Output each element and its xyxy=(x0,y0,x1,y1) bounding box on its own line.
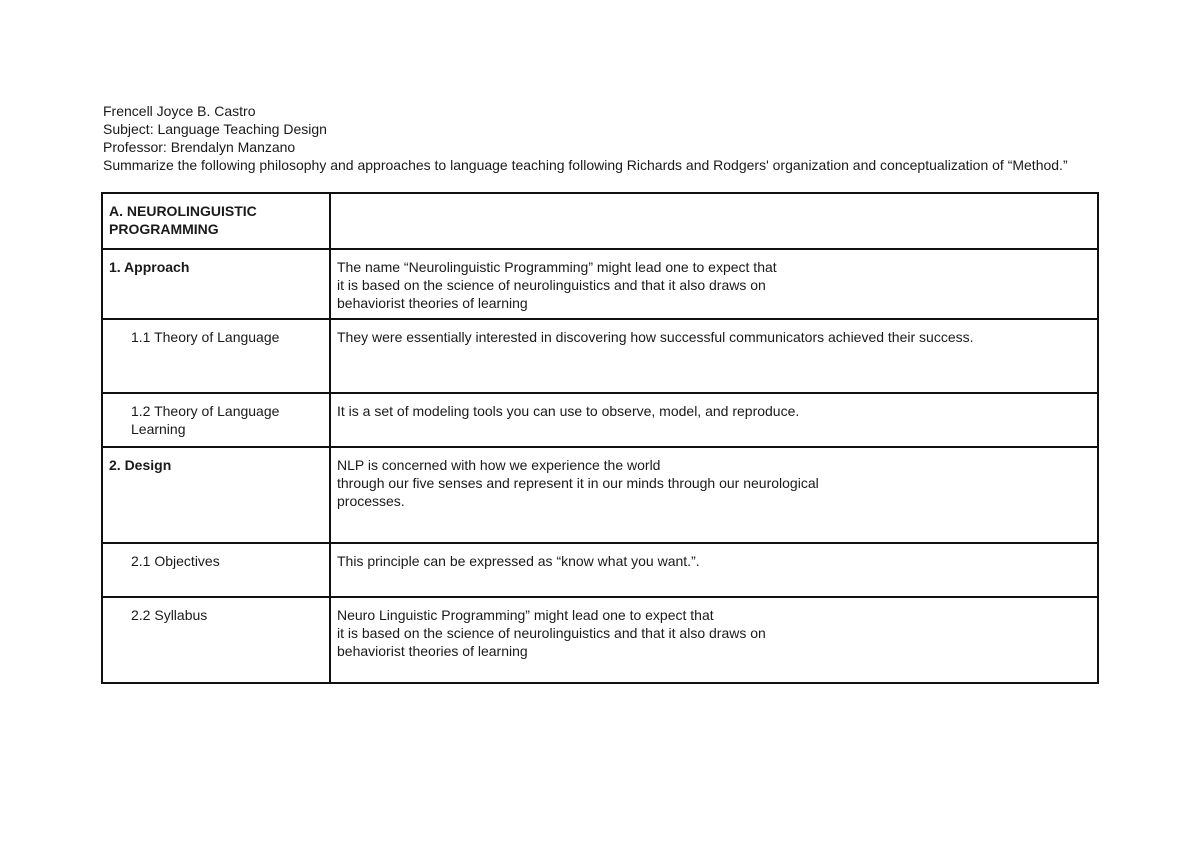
table-row xyxy=(102,393,1098,447)
table-row xyxy=(102,543,1098,597)
row-content xyxy=(330,447,1098,543)
content-line: Neuro Linguistic Programming” might lead one to expect that xyxy=(337,607,714,623)
content-line: it is based on the science of neurolinguistics and that it also draws on xyxy=(337,277,766,293)
row-label: 2.1 Objectives xyxy=(102,543,330,597)
content-line: It is a set of modeling tools you can use to observe, model, and reproduce. xyxy=(337,403,800,419)
content-line: through our five senses and represent it in our minds through our neurological xyxy=(337,475,819,491)
table-row xyxy=(102,249,1098,319)
subject-line: Subject: Language Teaching Design xyxy=(103,121,327,137)
instructions-text: Summarize the following philosophy and approaches to language teaching following Richards and Rodgers' organization and conceptualization of “Method.” xyxy=(103,157,1068,173)
content-line: behaviorist theories of learning xyxy=(337,295,528,311)
row-label: 1. Approach xyxy=(102,249,330,319)
row-content xyxy=(330,597,1098,683)
table-title-empty-cell xyxy=(330,193,1098,249)
row-content xyxy=(330,249,1098,319)
content-line: behaviorist theories of learning xyxy=(337,643,528,659)
row-content xyxy=(330,393,1098,447)
student-name: Frencell Joyce B. Castro xyxy=(103,103,256,119)
table-title-cell xyxy=(102,193,330,249)
table-title-line: PROGRAMMING xyxy=(109,221,219,237)
row-label: 2.2 Syllabus xyxy=(102,597,330,683)
content-line: NLP is concerned with how we experience the world xyxy=(337,457,661,473)
row-content xyxy=(330,543,1098,597)
table-row xyxy=(102,447,1098,543)
row-content xyxy=(330,319,1098,393)
professor-line: Professor: Brendalyn Manzano xyxy=(103,139,296,155)
row-label: 2. Design xyxy=(102,447,330,543)
table-row xyxy=(102,319,1098,393)
content-line: it is based on the science of neurolinguistics and that it also draws on xyxy=(337,625,766,641)
content-line: The name “Neurolinguistic Programming” might lead one to expect that xyxy=(337,259,777,275)
content-line: processes. xyxy=(337,493,405,509)
table-title-line: A. NEUROLINGUISTIC xyxy=(109,203,257,219)
row-label: 1.1 Theory of Language xyxy=(102,319,330,393)
table-title-row xyxy=(102,193,1098,249)
content-line: This principle can be expressed as “know what you want.”. xyxy=(337,553,700,569)
content-line: They were essentially interested in discovering how successful communicators achieved their success. xyxy=(337,329,974,345)
table-row xyxy=(102,597,1098,683)
document-header xyxy=(103,102,1098,174)
method-summary-table xyxy=(101,192,1099,684)
row-label: 1.2 Theory of Language Learning xyxy=(102,393,330,447)
